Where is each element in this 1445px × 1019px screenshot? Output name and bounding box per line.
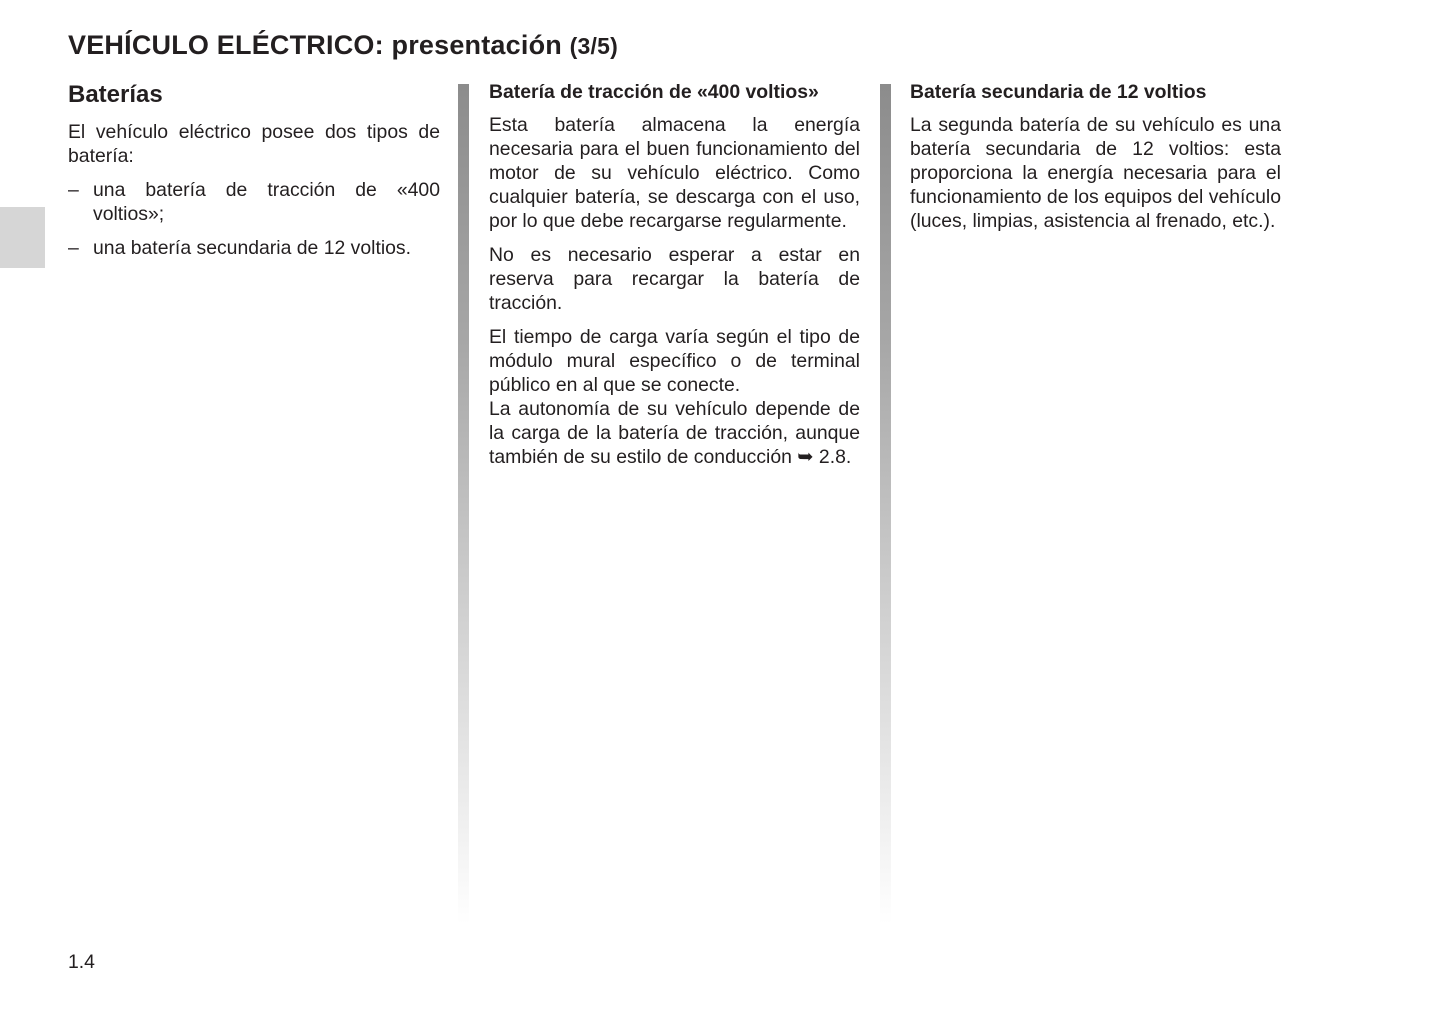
- column-traction-battery: [489, 80, 860, 479]
- column-divider: [458, 84, 469, 924]
- column-secondary-battery: [910, 80, 1281, 243]
- column-divider: [880, 84, 891, 924]
- battery-type-list: [68, 178, 440, 260]
- page-number: 1.4: [68, 951, 95, 973]
- page-title: [68, 30, 618, 61]
- list-item: – una batería secundaria de 12 voltios.: [68, 236, 440, 260]
- paragraph-with-reference: La autonomía de su vehículo depende de la carga de la batería de tracción, aunque también de su estilo de conducción ➥ 2.8.: [489, 398, 860, 468]
- section-heading-secondary-battery: Batería secundaria de 12 voltios: [910, 81, 1207, 103]
- intro-paragraph: El vehículo eléctrico posee dos tipos de batería:: [68, 121, 440, 167]
- page-title-text: VEHÍCULO ELÉCTRICO: presentación: [68, 30, 562, 60]
- section-heading-traction-battery: Batería de tracción de «400 voltios»: [489, 81, 819, 103]
- list-item: – una batería de tracción de «400 voltios»;: [68, 178, 440, 226]
- paragraph: No es necesario esperar a estar en reserva para recargar la batería de tracción.: [489, 244, 860, 314]
- paragraph: La segunda batería de su vehículo es una batería secundaria de 12 voltios: esta proporciona la energía necesaria para el funcionamiento de los equipos del vehículo (luces, limpias, asistencia al frenado, etc.).: [910, 114, 1281, 232]
- paragraph: Esta batería almacena la energía necesaria para el buen funcionamiento del motor de su vehículo eléctrico. Como cualquier batería, se descarga con el uso, por lo que debe recargarse regularmente.: [489, 114, 860, 232]
- page-title-part-indicator: (3/5): [569, 33, 618, 59]
- paragraph: El tiempo de carga varía según el tipo de módulo mural específico o de terminal público en al que se conecte.: [489, 326, 860, 396]
- column-baterias: [68, 80, 440, 270]
- section-heading-baterias: Baterías: [68, 81, 163, 108]
- section-tab-marker: [0, 207, 45, 268]
